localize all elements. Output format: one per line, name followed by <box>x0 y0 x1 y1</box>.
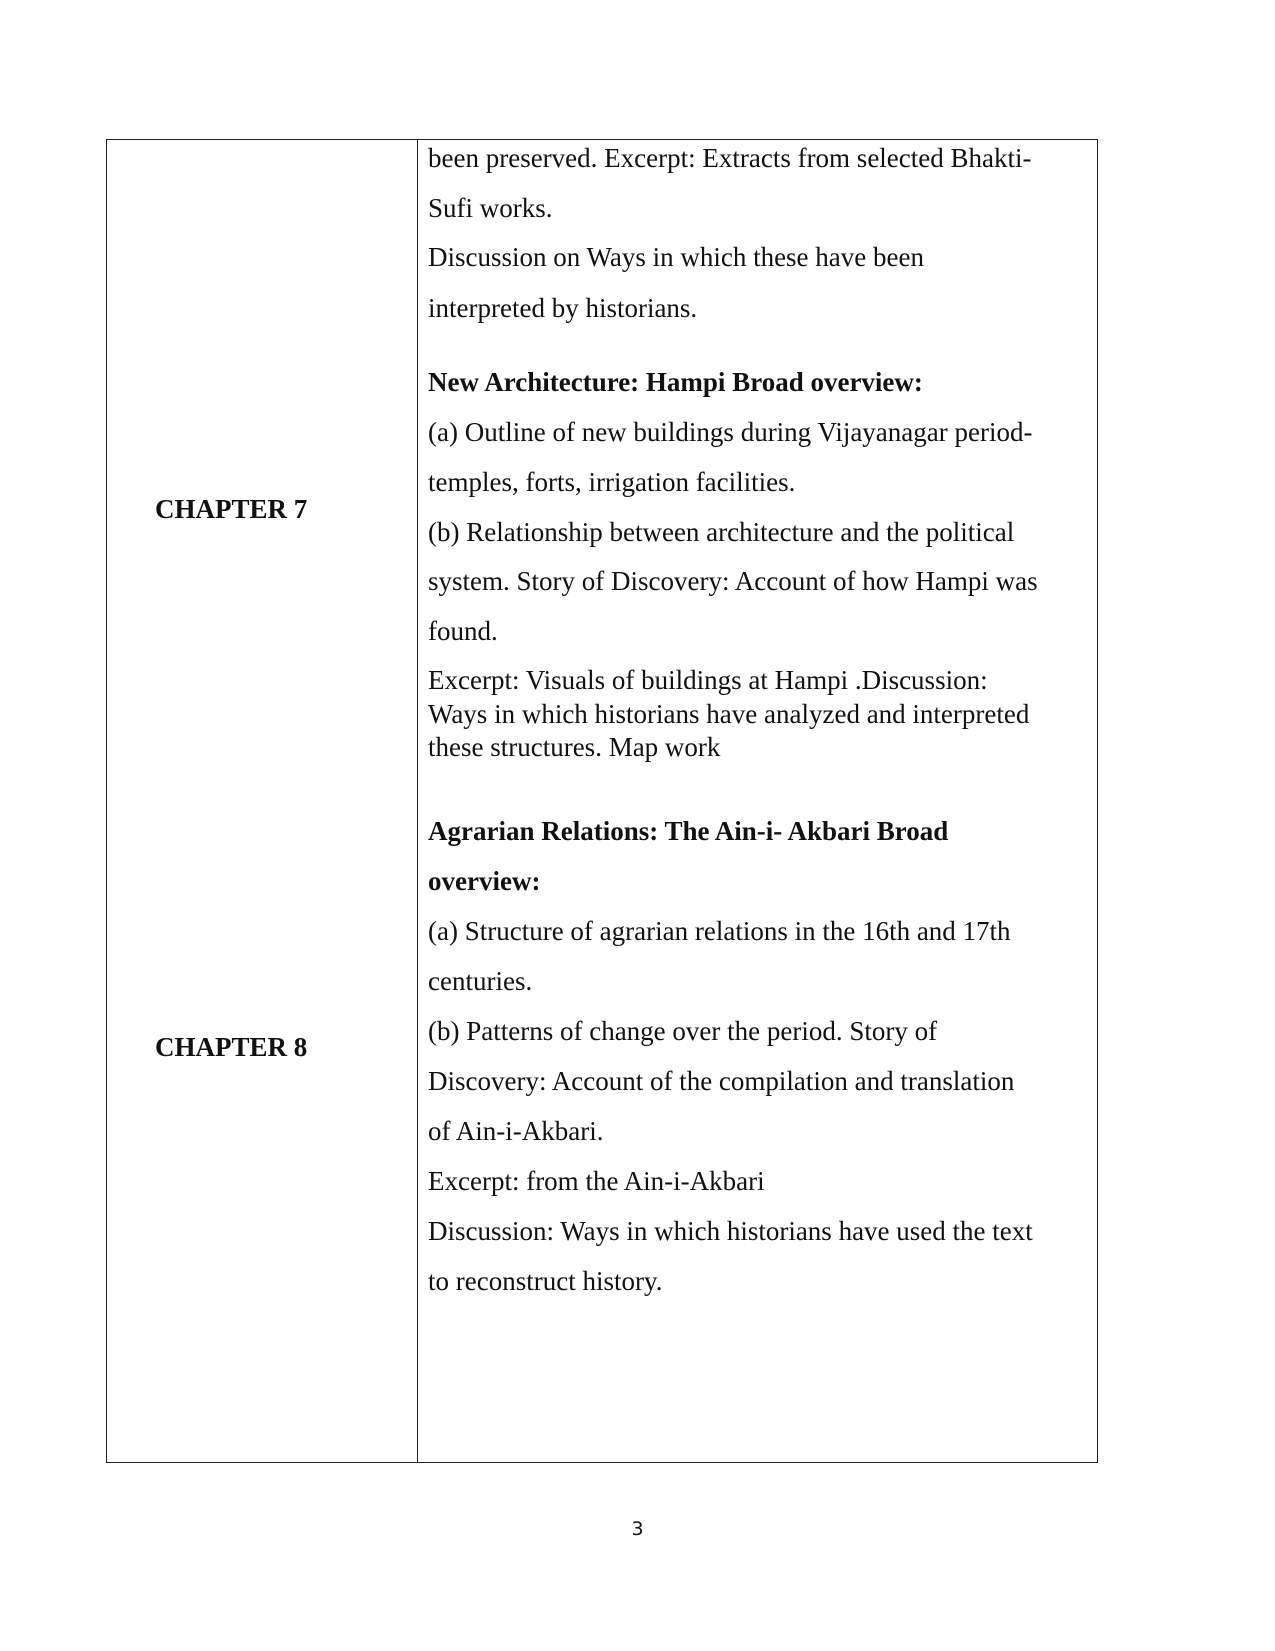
content-line: Excerpt: Visuals of buildings at Hampi .Discussion: <box>428 665 988 695</box>
content-line: Discussion on Ways in which these have been <box>428 242 924 272</box>
section-heading: Agrarian Relations: The Ain-i- Akbari Broad <box>428 816 949 846</box>
content-line: of Ain-i-Akbari. <box>428 1116 604 1146</box>
chapter-label: CHAPTER 8 <box>155 1032 308 1062</box>
section-heading: overview: <box>428 866 541 896</box>
content-line: Excerpt: from the Ain-i-Akbari <box>428 1166 765 1196</box>
content-line: to reconstruct history. <box>428 1266 663 1296</box>
content-line: Ways in which historians have analyzed and interpreted <box>428 699 1030 729</box>
content-line: (b) Patterns of change over the period. Story of <box>428 1016 938 1046</box>
page-number: 3 <box>631 1518 644 1540</box>
content-line: (a) Structure of agrarian relations in the 16th and 17th <box>428 916 1011 946</box>
content-line: system. Story of Discovery: Account of how Hampi was <box>428 566 1038 596</box>
content-line: these structures. Map work <box>428 732 721 762</box>
content-line: been preserved. Excerpt: Extracts from selected Bhakti- <box>428 143 1032 173</box>
content-line: temples, forts, irrigation facilities. <box>428 467 796 497</box>
content-line: found. <box>428 616 498 646</box>
column-divider <box>417 140 418 1462</box>
section-heading: New Architecture: Hampi Broad overview: <box>428 367 923 397</box>
content-line: interpreted by historians. <box>428 293 698 323</box>
chapter-label: CHAPTER 7 <box>155 494 308 524</box>
content-line: (a) Outline of new buildings during Vijayanagar period- <box>428 417 1033 447</box>
content-line: Discovery: Account of the compilation and translation <box>428 1066 1015 1096</box>
content-line: Sufi works. <box>428 193 553 223</box>
syllabus-table <box>106 139 1098 1463</box>
content-line: (b) Relationship between architecture and the political <box>428 517 1015 547</box>
content-line: Discussion: Ways in which historians have used the text <box>428 1216 1033 1246</box>
content-line: centuries. <box>428 966 533 996</box>
